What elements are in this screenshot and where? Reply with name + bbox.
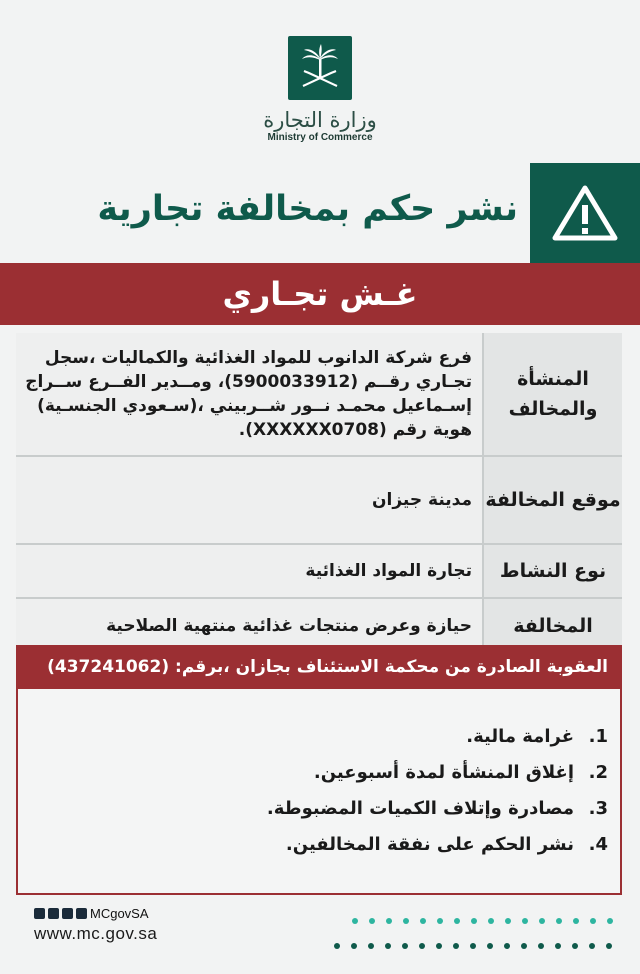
row-label-activity: نوع النشاط: [483, 544, 622, 598]
row-value-establishment: فرع شركة الدانوب للمواد الغذائية والكماليات ،سجل تجـاري رقــم (5900033912)، ومــدير الفــرع ســراج إسـماعيل محمـد نــور شــربيني ،(سـعودي الجنسـية) هوية رقم (XXXXXX0708).: [16, 333, 483, 456]
penalty-list: [16, 689, 622, 895]
table-row: [16, 544, 622, 598]
ministry-logo: [0, 36, 640, 143]
ministry-name-ar: وزارة التجارة: [263, 108, 377, 132]
row-label-violation: المخالفة: [483, 598, 622, 653]
list-item: 4.نشر الحكم على نفقة المخالفين.: [285, 834, 608, 855]
page-title: نشر حكم بمخالفة تجارية: [97, 189, 518, 229]
youtube-icon[interactable]: [76, 908, 87, 919]
row-label-location: موقع المخالفة: [483, 456, 622, 544]
title-row: [0, 163, 640, 263]
warning-triangle-icon: [530, 163, 640, 263]
website-link[interactable]: www.mc.gov.sa: [34, 924, 158, 943]
twitter-icon[interactable]: [34, 908, 45, 919]
penalty-heading: العقوبة الصادرة من محكمة الاستئناف بجازان ،برقم: (437241062): [16, 645, 622, 689]
violation-details-table: [16, 333, 622, 653]
row-label-establishment: المنشأة والمخالف: [483, 333, 622, 456]
social-handle-text[interactable]: MCgovSA: [90, 906, 149, 921]
decorative-dots: [352, 909, 624, 928]
row-value-activity: تجارة المواد الغذائية: [16, 544, 483, 598]
list-item: 3.مصادرة وإتلاف الكميات المضبوطة.: [266, 798, 608, 819]
table-row: [16, 333, 622, 456]
decorative-dots: [334, 934, 623, 953]
ministry-name-en: Ministry of Commerce: [267, 132, 373, 143]
palm-swords-emblem-icon: [288, 36, 352, 100]
row-value-location: مدينة جيزان: [16, 456, 483, 544]
facebook-icon[interactable]: [48, 908, 59, 919]
violation-type-banner: غـش تجـاري: [0, 263, 640, 325]
instagram-icon[interactable]: [62, 908, 73, 919]
table-row: [16, 456, 622, 544]
list-item: 2.إغلاق المنشأة لمدة أسبوعين.: [313, 762, 608, 783]
social-handle[interactable]: [34, 906, 149, 921]
list-item: 1.غرامة مالية.: [466, 726, 608, 747]
row-value-violation: حيازة وعرض منتجات غذائية منتهية الصلاحية: [16, 598, 483, 653]
